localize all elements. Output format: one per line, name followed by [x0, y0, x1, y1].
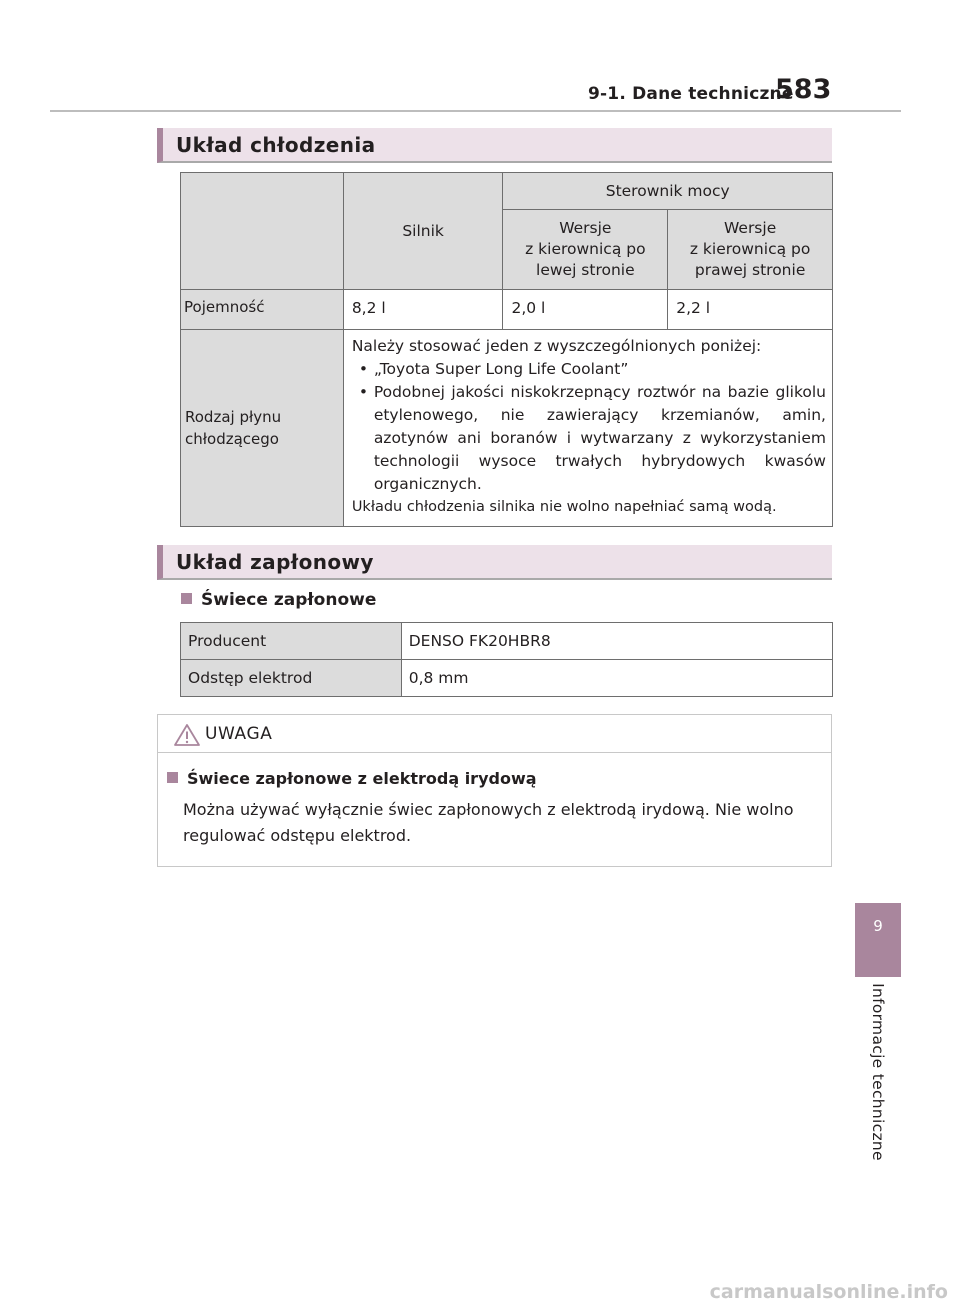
col-header-power-control: Sterownik mocy	[503, 173, 833, 210]
warning-header	[158, 715, 831, 753]
section-heading-ignition	[157, 545, 832, 580]
table-corner-cell	[181, 173, 344, 290]
coolant-intro: Należy stosować jeden z wyszczególnionych poniżej:	[351, 337, 762, 355]
list-item: • „Toyota Super Long Life Coolant”	[352, 358, 826, 381]
coolant-list	[352, 358, 826, 496]
row-label: Odstęp elektrod	[181, 660, 402, 697]
running-header-section: 9-1. Dane techniczne	[588, 84, 794, 104]
page-number: 583	[775, 74, 832, 105]
spark-plug-table	[180, 622, 833, 697]
chapter-title-vertical: Informacje techniczne	[869, 983, 887, 1161]
subheading-spark-plugs: Świece zapłonowe	[181, 590, 376, 610]
row-label-capacity: Pojemność	[181, 290, 344, 330]
list-item: • Podobnej jakości niskokrzepnący roztwór na bazie glikolu etylenowego, nie zawierający krzemianów, amin, azotynów ani boranów i wytwarzany z wykorzystaniem technologii wysoce trwałych hybrydowych kwasów organicznych.	[352, 381, 826, 496]
table-row	[181, 660, 833, 697]
warning-box	[157, 714, 832, 867]
section-title-ignition: Układ zapłonowy	[176, 550, 374, 574]
table-row	[181, 623, 833, 660]
square-bullet-icon	[167, 772, 178, 783]
warning-subheading: Świece zapłonowe z elektrodą irydową	[167, 769, 537, 788]
col-header-lhd: Wersje z kierownicą po lewej stronie	[503, 210, 668, 290]
coolant-note: Układu chłodzenia silnika nie wolno napełniać samą wodą.	[351, 499, 777, 515]
section-title-cooling: Układ chłodzenia	[176, 133, 376, 157]
chapter-tab	[855, 903, 901, 977]
coolant-type-description	[343, 330, 832, 527]
section-heading-cooling	[157, 128, 832, 163]
header-rule	[50, 110, 901, 112]
watermark: carmanualsonline.info	[709, 1281, 948, 1303]
warning-triangle-icon	[173, 723, 201, 747]
row-value: DENSO FK20HBR8	[401, 623, 832, 660]
square-bullet-icon	[181, 593, 192, 604]
col-header-engine: Silnik	[343, 173, 503, 290]
warning-title: UWAGA	[205, 724, 273, 744]
capacity-lhd: 2,0 l	[503, 290, 668, 330]
row-label-coolant-type: Rodzaj płynu chłodzącego	[181, 330, 344, 527]
cooling-system-table	[180, 172, 833, 527]
chapter-number: 9	[873, 917, 883, 935]
row-label: Producent	[181, 623, 402, 660]
col-header-rhd: Wersje z kierownicą po prawej stronie	[668, 210, 833, 290]
capacity-engine: 8,2 l	[343, 290, 503, 330]
warning-body: Można używać wyłącznie świec zapłonowych z elektrodą irydową. Nie wolno regulować odstępu elektrod.	[183, 800, 794, 845]
row-value: 0,8 mm	[401, 660, 832, 697]
capacity-rhd: 2,2 l	[668, 290, 833, 330]
